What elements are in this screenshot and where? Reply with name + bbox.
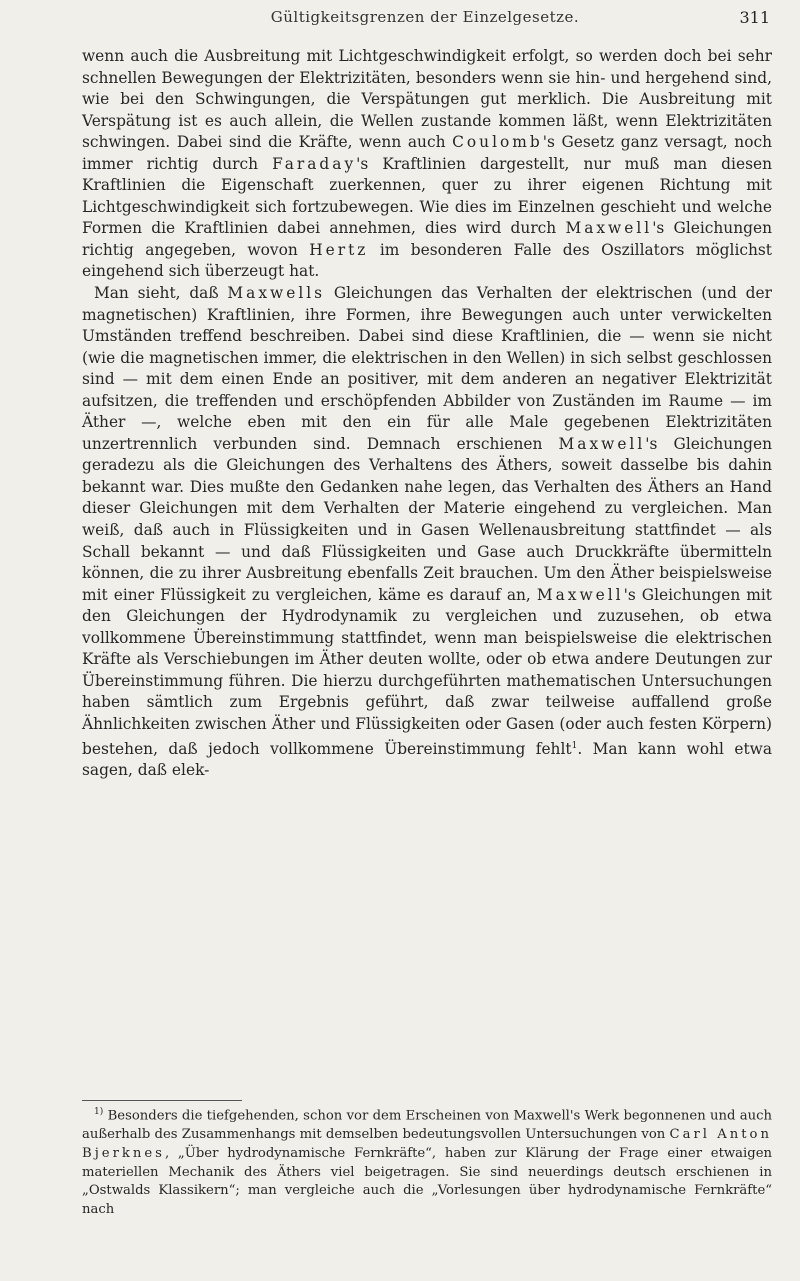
spaced-name: Maxwell [536, 585, 624, 604]
footnote-text [82, 1103, 772, 1220]
page-header [80, 8, 770, 36]
spaced-name: Maxwell [558, 434, 646, 453]
text-run: Besonders die tiefgehenden, schon vor dem Erscheinen von Maxwell's Werk begonnenen und auch außerhalb des Zusammenhangs mit demselben bedeutungsvollen Untersuchungen von [82, 1108, 772, 1143]
text-run: 's Gleichungen geradezu als die Gleichungen des Verhaltens des Äthers, soweit dasselbe bis dahin bekannt war. Dies mußte den Gedanken nahe legen, das Verhalten des Äthers an Hand dieser Gleichungen mit dem Verhalten der Materie eingehend zu vergleichen. [82, 434, 773, 518]
text-run: . Man kann wohl etwa sagen, daß elek- [82, 739, 772, 780]
footnote-rule [82, 1100, 242, 1101]
text-run: 's Gleichungen mit den Gleichungen der Hydrodynamik zu vergleichen und zuzusehen, ob etwa vollkommene Übereinstimmung stattfindet, wenn man beispielsweise die elektrischen Kräfte als Verschiebungen im Äther deuten wollte, oder ob etwa andere Deutungen zur Übereinstimmung führen. Die hierzu durchgeführten mathematischen Untersuchungen haben sämtlich zum Ergebnis geführt, daß zwar teilweise auffallend große Ähnlichkeiten zwischen Äther und Flüssigkeiten oder Gasen (oder auch festen Körpern) bestehen, daß jedoch vollkommene Übereinstimmung fehlt [82, 585, 772, 758]
text-run: Gleichungen das Verhalten der elektrischen (und der magnetischen) Kraftlinien, ihre Formen, ihre Bewegungen auch unter verwickelten Umständen treffend beschreiben. Dabei sind diese Kraftlinien, die — wenn sie nicht (wie die magnetischen immer, die elektrischen in den Wellen) in sich selbst geschlossen sind — mit dem einen Ende an positiver, mit dem anderen an negativer Elektrizität aufsitzen, die treffenden und erschöpfenden Abbilder von Zuständen im Raume — im Äther —, welche eben mit den ein für alle Male gegebenen Elektrizitäten unzertrennlich verbunden sind. Demnach erschienen [82, 284, 772, 453]
text-run: 's Kraftlinien dargestellt, nur muß man diesen Kraftlinien die Eigenschaft zuerkennen, quer zu ihrer eigenen Richtung mit Lichtgeschwindigkeit sich fortzubewegen. Wie dies im Einzelnen geschieht und welche Formen die Kraftlinien dabei annehmen, dies wird durch [82, 154, 772, 238]
footnote [82, 1103, 772, 1220]
spaced-name: Coulomb [452, 133, 543, 152]
body-text [82, 46, 772, 782]
text-run: wenn auch die Ausbreitung mit Lichtgeschwindigkeit erfolgt, so werden doch bei sehr schnellen Bewegungen der Elektrizitäten, besonders wenn sie hin- und hergehend sind, wie bei den Schwingungen, die Verspätungen gut merklich. Die Ausbreitung mit Verspätung ist es auch allein, die Wellen zustande kommen läßt, wenn Elektrizitäten schwingen. Dabei sind die Kräfte, wenn auch [82, 47, 772, 152]
page-number: 311 [739, 8, 770, 27]
spaced-name: Carl Anton Bjerknes [82, 1127, 772, 1161]
spaced-name: Maxwell [565, 219, 653, 238]
spaced-name: Hertz [309, 240, 369, 259]
footnote-reference: 1 [571, 740, 578, 751]
spaced-name: Maxwells [227, 284, 326, 303]
paragraph [82, 283, 772, 782]
text-run: im besonderen Falle des Oszillators möglichst eingehend sich überzeugt hat. [82, 240, 772, 281]
running-title: Gültigkeitsgrenzen der Einzelgesetze. [270, 8, 580, 26]
paragraph [82, 46, 772, 283]
text-run: , „Über hydrodynamische Fernkräfte“, haben zur Klärung der Frage einer etwaigen materiellen Mechanik des Äthers viel beigetragen. Sie sind neuerdings deutsch erschienen in „Ostwalds Klassikern“; man vergleiche auch die „Vorlesungen über hydrodynamische Fernkräfte“ nach [82, 1145, 772, 1217]
text-run: Man weiß, daß auch in Flüssigkeiten und in Gasen Wellenausbreitung stattfindet — als Schall bekannt — und daß Flüssigkeiten und Gase auch Druckkräfte übermitteln können, die zu ihrer Ausbreitung ebenfalls Zeit brauchen. Um den Äther beispielsweise mit einer Flüssigkeit zu vergleichen, käme es darauf an, [82, 499, 772, 604]
text-run: 's Gleichungen richtig angegeben, wovon [82, 219, 773, 259]
text-run: 's Gesetz ganz versagt, noch immer richtig durch [82, 133, 772, 173]
spaced-name: Faraday [272, 154, 357, 173]
text-run: Man sieht, daß [94, 284, 228, 303]
footnote-marker: 1) [94, 1107, 104, 1117]
